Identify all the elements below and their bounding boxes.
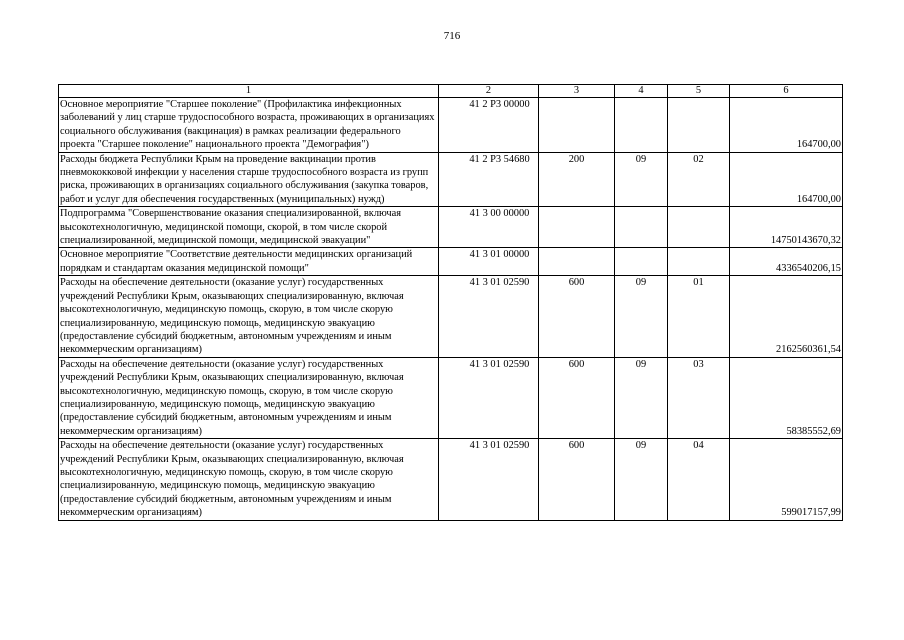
row-section-cell: 09 <box>615 357 668 438</box>
row-expense-type-cell <box>539 248 615 276</box>
row-expense-type-cell <box>539 207 615 248</box>
row-expense-type-cell <box>539 98 615 153</box>
row-name-cell: Расходы на обеспечение деятельности (оказание услуг) государственных учреждений Республики Крым, оказывающих специализированную, включая высокотехнологичную, медицинскую помощь, скорую, в том числе скорую специализированную, медицинскую помощь, медицинскую эвакуацию (предоставление субсидий бюджетным, автономным учреждениям и иным некоммерческим организациям) <box>59 276 439 357</box>
row-code-cell: 41 2 P3 00000 <box>439 98 539 153</box>
row-name-cell: Основное мероприятие "Старшее поколение" (Профилактика инфекционных заболеваний у лиц старше трудоспособного возраста, проживающих в организациях социального обслуживания (вакцинация) в рамках реализации федерального проекта "Старшее поколение" национального проекта "Демография") <box>59 98 439 153</box>
row-amount-cell: 599017157,99 <box>730 439 843 520</box>
row-subsection-cell: 03 <box>668 357 730 438</box>
table-row <box>59 248 843 276</box>
table-row <box>59 439 843 520</box>
row-name-cell: Подпрограмма "Совершенствование оказания специализированной, включая высокотехнологичную, медицинской помощи, скорой, в том числе скорой специализированной, медицинской помощи, медицинской эвакуации" <box>59 207 439 248</box>
row-name-cell: Расходы на обеспечение деятельности (оказание услуг) государственных учреждений Республики Крым, оказывающих специализированную, включая высокотехнологичную, медицинскую помощь, скорую, в том числе скорую специализированную, медицинскую помощь, медицинскую эвакуацию (предоставление субсидий бюджетным, автономным учреждениям и иным некоммерческим организациям) <box>59 357 439 438</box>
table-row <box>59 357 843 438</box>
row-code-cell: 41 3 01 02590 <box>439 276 539 357</box>
table-body <box>59 85 843 521</box>
row-expense-type-cell: 600 <box>539 439 615 520</box>
table-row <box>59 207 843 248</box>
row-amount-cell: 14750143670,32 <box>730 207 843 248</box>
row-code-cell: 41 2 P3 54680 <box>439 152 539 207</box>
row-section-cell <box>615 248 668 276</box>
row-subsection-cell <box>668 98 730 153</box>
row-subsection-cell: 04 <box>668 439 730 520</box>
column-header: 6 <box>730 85 843 98</box>
row-expense-type-cell: 600 <box>539 357 615 438</box>
table-row <box>59 152 843 207</box>
table-row <box>59 276 843 357</box>
row-amount-cell: 4336540206,15 <box>730 248 843 276</box>
row-amount-cell: 164700,00 <box>730 152 843 207</box>
row-section-cell: 09 <box>615 276 668 357</box>
row-section-cell: 09 <box>615 152 668 207</box>
row-name-cell: Основное мероприятие "Соответствие деятельности медицинских организаций порядкам и стандартам оказания медицинской помощи" <box>59 248 439 276</box>
row-amount-cell: 58385552,69 <box>730 357 843 438</box>
row-subsection-cell <box>668 207 730 248</box>
row-subsection-cell <box>668 248 730 276</box>
table-row <box>59 98 843 153</box>
row-section-cell <box>615 98 668 153</box>
page-number: 716 <box>443 30 461 42</box>
row-code-cell: 41 3 01 02590 <box>439 439 539 520</box>
row-code-cell: 41 3 00 00000 <box>439 207 539 248</box>
row-name-cell: Расходы на обеспечение деятельности (оказание услуг) государственных учреждений Республики Крым, оказывающих специализированную, включая высокотехнологичную, медицинскую помощь, скорую, в том числе скорую специализированную, медицинскую помощь, медицинскую эвакуацию (предоставление субсидий бюджетным, автономным учреждениям и иным некоммерческим организациям) <box>59 439 439 520</box>
column-header: 4 <box>615 85 668 98</box>
row-amount-cell: 2162560361,54 <box>730 276 843 357</box>
column-header: 2 <box>439 85 539 98</box>
row-subsection-cell: 02 <box>668 152 730 207</box>
row-code-cell: 41 3 01 00000 <box>439 248 539 276</box>
row-amount-cell: 164700,00 <box>730 98 843 153</box>
row-name-cell: Расходы бюджета Республики Крым на проведение вакцинации против пневмококковой инфекции у населения старше трудоспособного возраста из групп риска, проживающих в организациях социального обслуживания (закупка товаров, работ и услуг для обеспечения государственных (муниципальных) нужд) <box>59 152 439 207</box>
column-header: 1 <box>59 85 439 98</box>
column-header: 3 <box>539 85 615 98</box>
budget-table <box>58 84 843 521</box>
row-subsection-cell: 01 <box>668 276 730 357</box>
row-expense-type-cell: 600 <box>539 276 615 357</box>
column-header: 5 <box>668 85 730 98</box>
table-header-row <box>59 85 843 98</box>
row-section-cell: 09 <box>615 439 668 520</box>
row-section-cell <box>615 207 668 248</box>
row-code-cell: 41 3 01 02590 <box>439 357 539 438</box>
row-expense-type-cell: 200 <box>539 152 615 207</box>
